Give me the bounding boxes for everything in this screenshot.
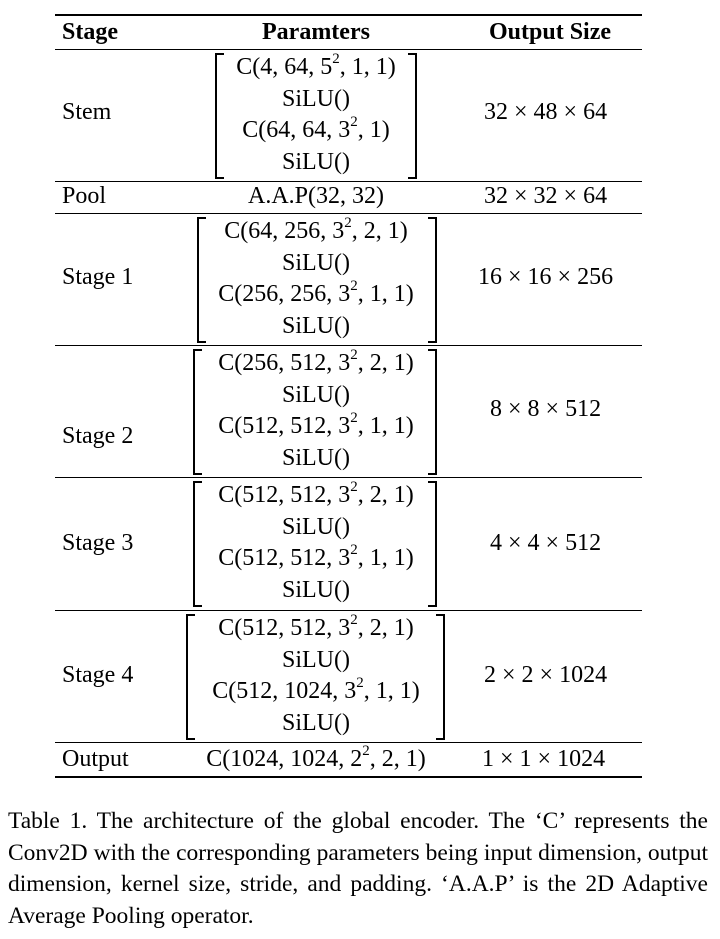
- output-size: 32 × 48 × 64: [484, 99, 608, 125]
- stage-label: Stage 4: [62, 662, 134, 688]
- param-line: [186, 543, 446, 575]
- param-exponent: 2: [350, 612, 358, 628]
- param-block: [186, 52, 446, 178]
- param-text: C(256, 256, 3: [218, 281, 351, 307]
- header-output-size: Output Size: [489, 19, 612, 45]
- param-text: , 2, 1): [357, 615, 414, 641]
- param-block: [186, 216, 446, 342]
- output-size: 4 × 4 × 512: [490, 530, 602, 556]
- param-line: [186, 744, 446, 776]
- param-text: C(512, 512, 3: [218, 615, 351, 641]
- stage-label: Stage 1: [62, 264, 134, 290]
- param-text: SiLU(): [282, 444, 350, 471]
- param-block: [186, 480, 446, 606]
- param-block: [186, 744, 446, 776]
- param-line: [186, 147, 446, 179]
- param-text: C(4, 64, 5: [236, 54, 333, 80]
- param-text: SiLU(): [282, 646, 350, 673]
- param-text: SiLU(): [282, 148, 350, 175]
- param-text: , 1, 1): [363, 678, 420, 704]
- param-block: [186, 348, 446, 474]
- param-text: , 2, 1): [357, 482, 414, 508]
- param-block: [186, 181, 446, 213]
- param-exponent: 2: [356, 675, 364, 691]
- param-text: , 1, 1): [339, 54, 396, 80]
- param-text: C(64, 256, 3: [224, 218, 345, 244]
- param-text: SiLU(): [282, 85, 350, 112]
- param-text: , 2, 1): [357, 350, 414, 376]
- param-line: [186, 52, 446, 84]
- param-text: , 1, 1): [357, 413, 414, 439]
- table-bottom-rule: [55, 776, 642, 778]
- param-text: , 1, 1): [357, 545, 414, 571]
- param-exponent: 2: [350, 347, 358, 363]
- header-params: Paramters: [262, 19, 370, 45]
- param-exponent: 2: [350, 479, 358, 495]
- param-text: C(256, 512, 3: [218, 350, 351, 376]
- param-text: SiLU(): [282, 576, 350, 603]
- param-text: SiLU(): [282, 381, 350, 408]
- param-line: [186, 613, 446, 645]
- param-line: [186, 676, 446, 708]
- stage-label: Stage 3: [62, 530, 134, 556]
- param-line: [186, 380, 446, 412]
- param-line: [186, 443, 446, 475]
- param-exponent: 2: [350, 278, 358, 294]
- param-line: [186, 512, 446, 544]
- param-exponent: 2: [350, 410, 358, 426]
- param-text: C(512, 512, 3: [218, 482, 351, 508]
- param-line: [186, 279, 446, 311]
- param-exponent: 2: [344, 215, 352, 231]
- row-rule: [55, 610, 642, 611]
- param-text: C(512, 512, 3: [218, 545, 351, 571]
- param-text: C(512, 512, 3: [218, 413, 351, 439]
- param-text: SiLU(): [282, 513, 350, 540]
- param-line: [186, 348, 446, 380]
- param-line: [186, 248, 446, 280]
- row-rule: [55, 213, 642, 214]
- param-text: , 2, 1): [351, 218, 408, 244]
- stage-label: Pool: [62, 183, 107, 209]
- param-exponent: 2: [332, 51, 340, 67]
- param-block: [186, 613, 446, 739]
- param-line: [186, 575, 446, 607]
- param-line: [186, 480, 446, 512]
- table-caption: Table 1. The architecture of the global encoder. The ‘C’ represents the Conv2D with the corresponding parameters being input dimension, output dimension, kernel size, stride, and padding. ‘A.A.P’ is the 2D Adaptive Average Pooling operator.: [8, 808, 708, 929]
- row-rule: [55, 345, 642, 346]
- param-exponent: 2: [362, 743, 370, 759]
- param-exponent: 2: [350, 542, 358, 558]
- param-text: , 1): [357, 117, 390, 143]
- param-text: A.A.P(32, 32): [248, 183, 384, 209]
- param-line: [186, 708, 446, 740]
- param-text: , 1, 1): [357, 281, 414, 307]
- param-text: C(1024, 1024, 2: [206, 746, 363, 772]
- row-rule: [55, 477, 642, 478]
- stage-label: Stage 2: [62, 423, 134, 449]
- stage-label: Stem: [62, 99, 112, 125]
- param-line: [186, 181, 446, 213]
- param-text: C(512, 1024, 3: [212, 678, 357, 704]
- param-line: [186, 115, 446, 147]
- param-line: [186, 311, 446, 343]
- param-text: C(64, 64, 3: [242, 117, 351, 143]
- param-text: , 2, 1): [369, 746, 426, 772]
- param-exponent: 2: [350, 114, 358, 130]
- row-rule: [55, 742, 642, 743]
- stage-label: Output: [62, 746, 129, 772]
- param-text: SiLU(): [282, 709, 350, 736]
- param-text: SiLU(): [282, 249, 350, 276]
- param-line: [186, 411, 446, 443]
- output-size: 16 × 16 × 256: [478, 264, 614, 290]
- param-line: [186, 645, 446, 677]
- output-size: 1 × 1 × 1024: [482, 746, 606, 772]
- output-size: 32 × 32 × 64: [484, 183, 608, 209]
- output-size: 2 × 2 × 1024: [484, 662, 608, 688]
- param-line: [186, 84, 446, 116]
- param-line: [186, 216, 446, 248]
- header-stage: Stage: [62, 19, 118, 45]
- output-size: 8 × 8 × 512: [490, 396, 602, 422]
- param-text: SiLU(): [282, 312, 350, 339]
